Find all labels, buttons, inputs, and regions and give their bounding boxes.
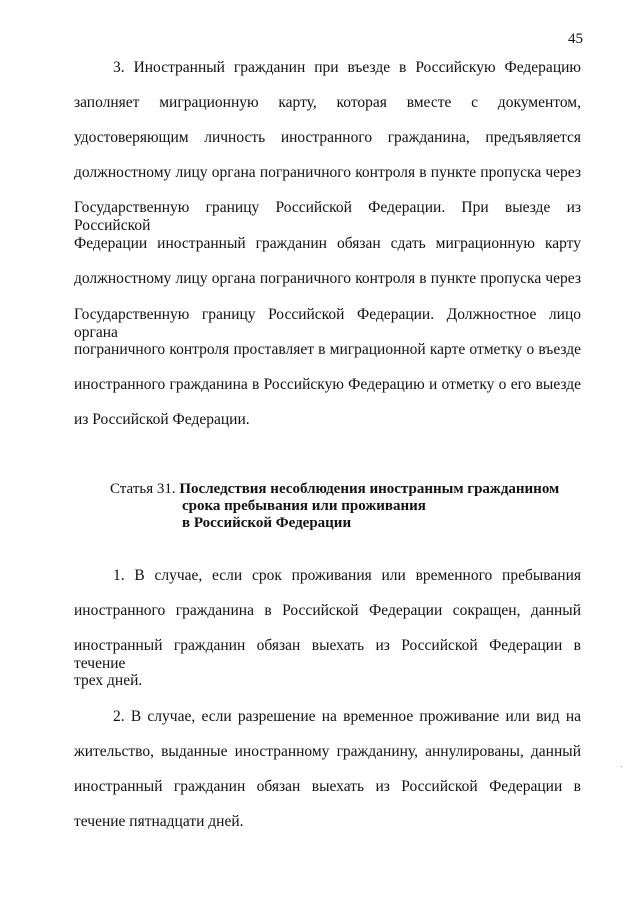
text-line: Федерации иностранный гражданин обязан сдать миграционную карту bbox=[74, 235, 581, 252]
text-line: иностранный гражданин обязан выехать из Российской Федерации в течение bbox=[74, 637, 581, 672]
text-line: должностному лицу органа пограничного контроля в пункте пропуска через bbox=[74, 164, 581, 181]
text-line: 2. В случае, если разрешение на временное проживание или вид на bbox=[113, 708, 581, 725]
article-label: Статья 31. bbox=[110, 481, 176, 497]
text-line: иностранного гражданина в Российской Федерации сокращен, данный bbox=[74, 602, 581, 619]
page-number: 45 bbox=[568, 31, 583, 47]
scan-speck bbox=[621, 766, 622, 767]
article-title-line: срока пребывания или проживания bbox=[182, 498, 426, 514]
article-title-line: Последствия несоблюдения иностранным гражданином bbox=[179, 481, 560, 497]
text-line: 1. В случае, если срок проживания или временного пребывания bbox=[113, 567, 581, 584]
text-line: удостоверяющим личность иностранного гражданина, предъявляется bbox=[74, 129, 581, 146]
article-title-line: в Российской Федерации bbox=[182, 515, 352, 531]
text-line: течение пятнадцати дней. bbox=[74, 813, 244, 830]
text-line: Государственную границу Российской Федерации. Должностное лицо органа bbox=[74, 306, 581, 341]
text-line: должностному лицу органа пограничного контроля в пункте пропуска через bbox=[74, 270, 581, 287]
text-line: Государственную границу Российской Федерации. При выезде из Российской bbox=[74, 199, 581, 234]
text-line: 3. Иностранный гражданин при въезде в Российскую Федерацию bbox=[113, 59, 581, 76]
text-line: жительство, выданные иностранному гражданину, аннулированы, данный bbox=[74, 743, 581, 760]
text-line: иностранного гражданина в Российскую Федерацию и отметку о его выезде bbox=[74, 376, 581, 393]
text-line: трех дней. bbox=[74, 672, 143, 689]
text-line: из Российской Федерации. bbox=[74, 411, 250, 428]
text-line: пограничного контроля проставляет в миграционной карте отметку о въезде bbox=[74, 341, 581, 358]
text-line: иностранный гражданин обязан выехать из Российской Федерации в bbox=[74, 778, 581, 795]
text-line: заполняет миграционную карту, которая вместе с документом, bbox=[74, 94, 581, 111]
